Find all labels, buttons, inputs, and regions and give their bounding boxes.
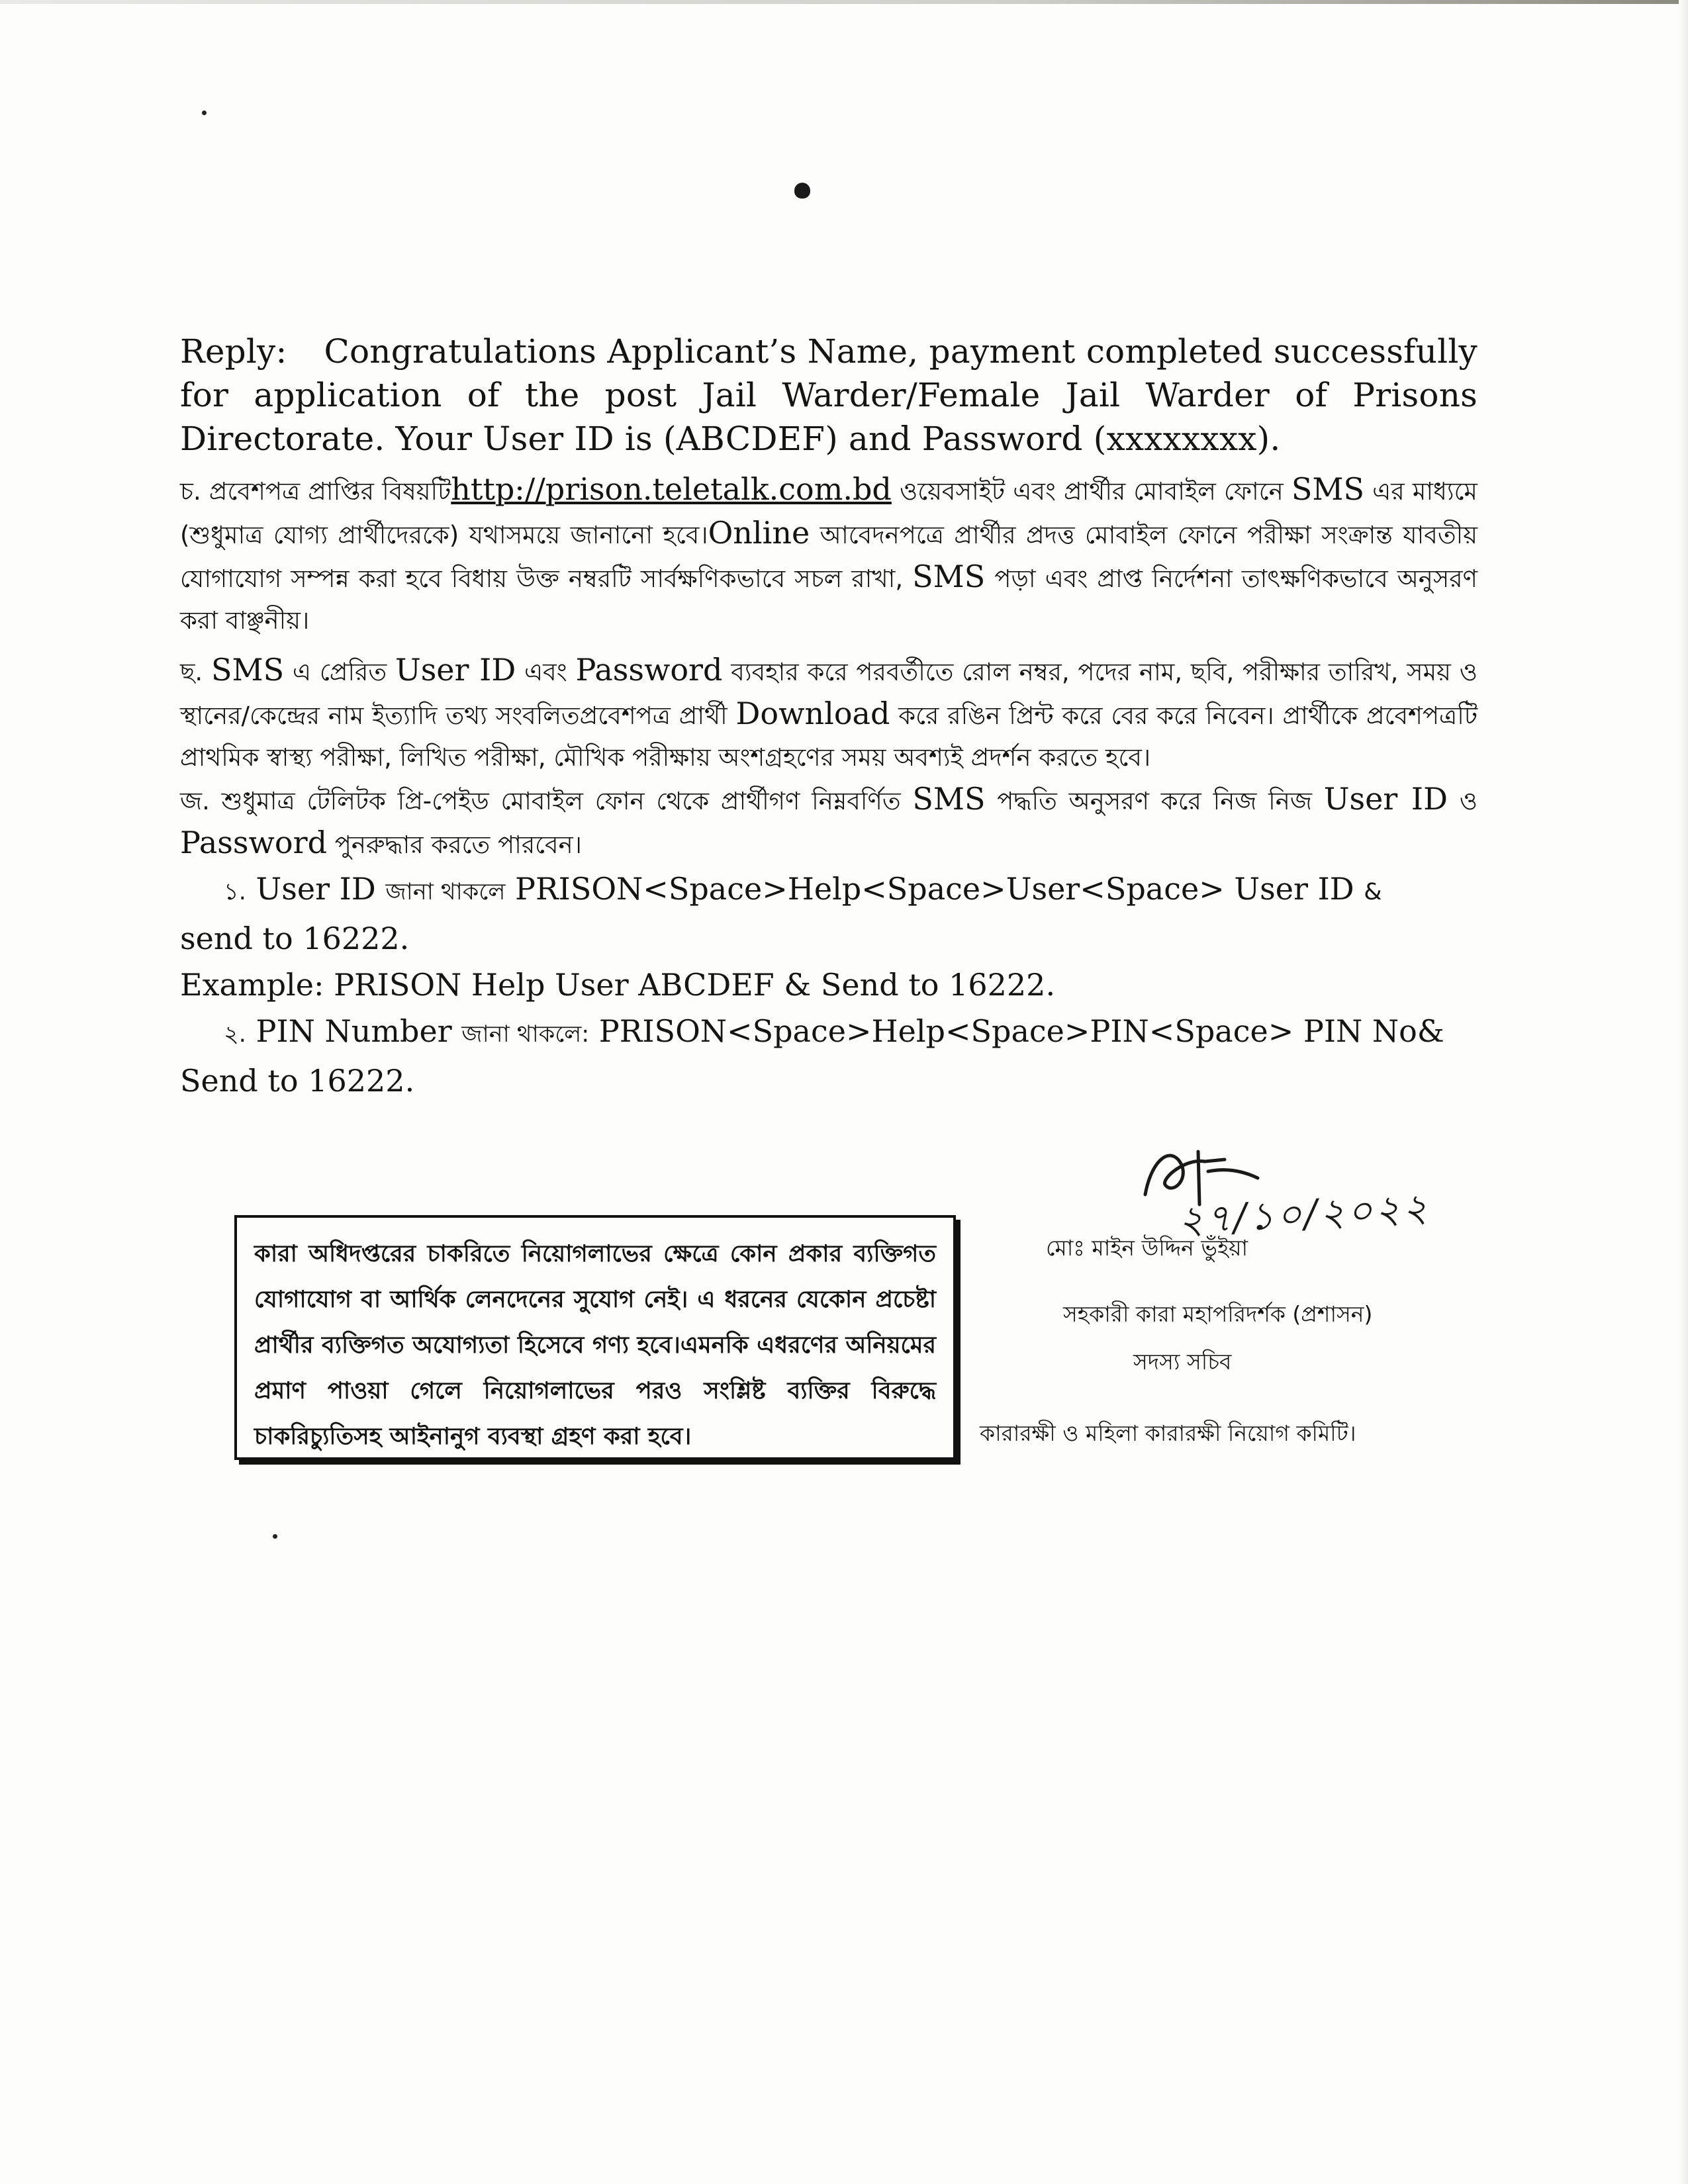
- help2-known: জানা থাকলে:: [461, 1021, 590, 1048]
- chha-suffix: করে রঙিন প্রিন্ট করে বের করে নিবেন। প্রার্থীকে প্রবেশপত্রটি প্রাথমিক স্বাস্থ্য পরীক্ষা, লিখিত পরীক্ষা, মৌখিক পরীক্ষায় অংশগ্রহণের সময় অবশ্যই প্রদর্শন করতে হবে।: [180, 702, 1477, 772]
- help-line-2-send: Send to 16222.: [180, 1063, 415, 1099]
- help1-command: PRISON<Space>Help<Space>User<Space> User ID: [505, 871, 1364, 907]
- committee-name: কারারক্ষী ও মহিলা কারারক্ষী নিয়োগ কমিটি।: [980, 1420, 1356, 1446]
- chha-download: Download: [735, 696, 890, 731]
- chha-prefix: ছ.: [180, 658, 211, 686]
- reply-text: Congratulations Applicant’s Name, payment completed successfully for application of the post Jail Warder/Female Jail Warder of Prisons Directorate. Your User ID is (ABCDEF) and Password (xxxxxxxx).: [180, 332, 1477, 458]
- signature-date: ২৭/১০/২০২২: [1177, 1185, 1431, 1243]
- cha-text-1: ওয়েবসাইট এবং প্রার্থীর মোবাইল ফোনে: [891, 477, 1291, 506]
- jha-prefix: জ. শুধুমাত্র টেলিটক প্রি-পেইড মোবাইল ফোন থেকে প্রার্থীগণ নিম্নবর্ণিত: [180, 787, 913, 815]
- help1-amp: &: [1364, 879, 1382, 905]
- page-right-edge: [1679, 0, 1688, 2184]
- signatory-designation: সহকারী কারা মহাপরিদর্শক (প্রশাসন): [1063, 1301, 1373, 1327]
- notice-text: কারা অধিদপ্তরের চাকরিতে নিয়োগলাভের ক্ষেত্রে কোন প্রকার ব্যক্তিগত যোগাযোগ বা আর্থিক লেনদেনের সুযোগ নেই। এ ধরনের যেকোন প্রচেষ্টা প্রার্থীর ব্যক্তিগত অযোগ্যতা হিসেবে গণ্য হবে।এমনকি এধরণের অনিয়মের প্রমাণ পাওয়া গেলে নিয়োগলাভের পরও সংশ্লিষ্ট ব্যক্তির বিরুদ্ধে চাকরিচ্যুতিসহ আইনানুগ ব্যবস্থা গ্রহণ করা হবে।: [254, 1240, 936, 1450]
- stray-dot: [273, 1534, 277, 1539]
- chha-text-1: এ প্রেরিত: [284, 658, 395, 686]
- chha-sms: SMS: [211, 652, 285, 688]
- jha-user-id: User ID: [1323, 781, 1448, 817]
- reply-paragraph: [180, 330, 1477, 461]
- paragraph-cha: [180, 469, 1477, 641]
- help1-known: জানা থাকলে: [385, 879, 506, 905]
- signatory-role: সদস্য সচিব: [1133, 1349, 1232, 1375]
- chha-password: Password: [575, 652, 723, 688]
- help1-num: ১.: [224, 879, 246, 905]
- jha-password: Password: [180, 825, 328, 860]
- jha-sms: SMS: [912, 781, 986, 817]
- main-text: [180, 330, 1477, 1104]
- help-line-1-send: send to 16222.: [180, 921, 410, 956]
- paragraph-chha: [180, 649, 1477, 778]
- help2-num: ২.: [224, 1021, 246, 1048]
- cha-text-2: এর মাধ্যমে (শুধুমাত্র যোগ্য প্রার্থীদেরকে) যথাসময়ে জানানো হবে।: [180, 477, 1477, 549]
- paragraph-jha: [180, 778, 1477, 866]
- cha-online: Online: [708, 515, 810, 551]
- example-line: Example: PRISON Help User ABCDEF & Send to 16222.: [180, 967, 1056, 1003]
- cha-sms-1: SMS: [1291, 471, 1365, 507]
- jha-text-1: পদ্ধতি অনুসরণ করে নিজ নিজ: [985, 787, 1324, 815]
- cha-prefix: চ. প্রবেশপত্র প্রাপ্তির বিষয়টি: [180, 477, 451, 506]
- cha-sms-2: SMS: [912, 559, 986, 594]
- stray-dot: [202, 111, 207, 115]
- page-top-edge: [0, 0, 1688, 4]
- help1-user-id: User ID: [246, 871, 386, 907]
- chha-user-id: User ID: [395, 652, 516, 688]
- cha-suffix: পড়া এবং প্রাপ্ত নির্দেশনা তাৎক্ষণিকভাবে অনুসরণ করা বাঞ্ছনীয়।: [180, 565, 1477, 635]
- chha-text-2: এবং: [516, 658, 576, 686]
- signatory-name: মোঃ মাইন উদ্দিন ভুঁইয়া: [1046, 1235, 1248, 1261]
- jha-text-2: ও: [1447, 787, 1477, 815]
- reply-label: Reply:: [180, 332, 287, 371]
- teletalk-url-link[interactable]: http://prison.teletalk.com.bd: [451, 471, 892, 507]
- help-line-2: [180, 1008, 1477, 1058]
- warning-notice-box: [234, 1215, 956, 1460]
- chha-text-3: ব্যবহার করে পরবর্তীতে রোল নম্বর, পদের নাম, ছবি, পরীক্ষার তারিখ, সময় ও স্থানের/কেন্দ্রের নাম ইত্যাদি তথ্য সংবলিতপ্রবেশপত্র প্রার্থী: [180, 658, 1477, 730]
- help-line-1: [180, 866, 1477, 915]
- top-bullet-mark: [794, 183, 810, 199]
- jha-suffix: পুনরুদ্ধার করতে পারবেন।: [327, 831, 582, 859]
- help2-pin: PIN Number: [246, 1013, 462, 1049]
- help2-command: PRISON<Space>Help<Space>PIN<Space> PIN No&: [589, 1013, 1444, 1049]
- cha-text-3: আবেদনপত্রে প্রার্থীর প্রদত্ত মোবাইল ফোনে পরীক্ষা সংক্রান্ত যাবতীয় যোগাযোগ সম্পন্ন করা হবে বিধায় উক্ত নম্বরটি সার্বক্ষণিকভাবে সচল রাখা,: [180, 521, 1477, 593]
